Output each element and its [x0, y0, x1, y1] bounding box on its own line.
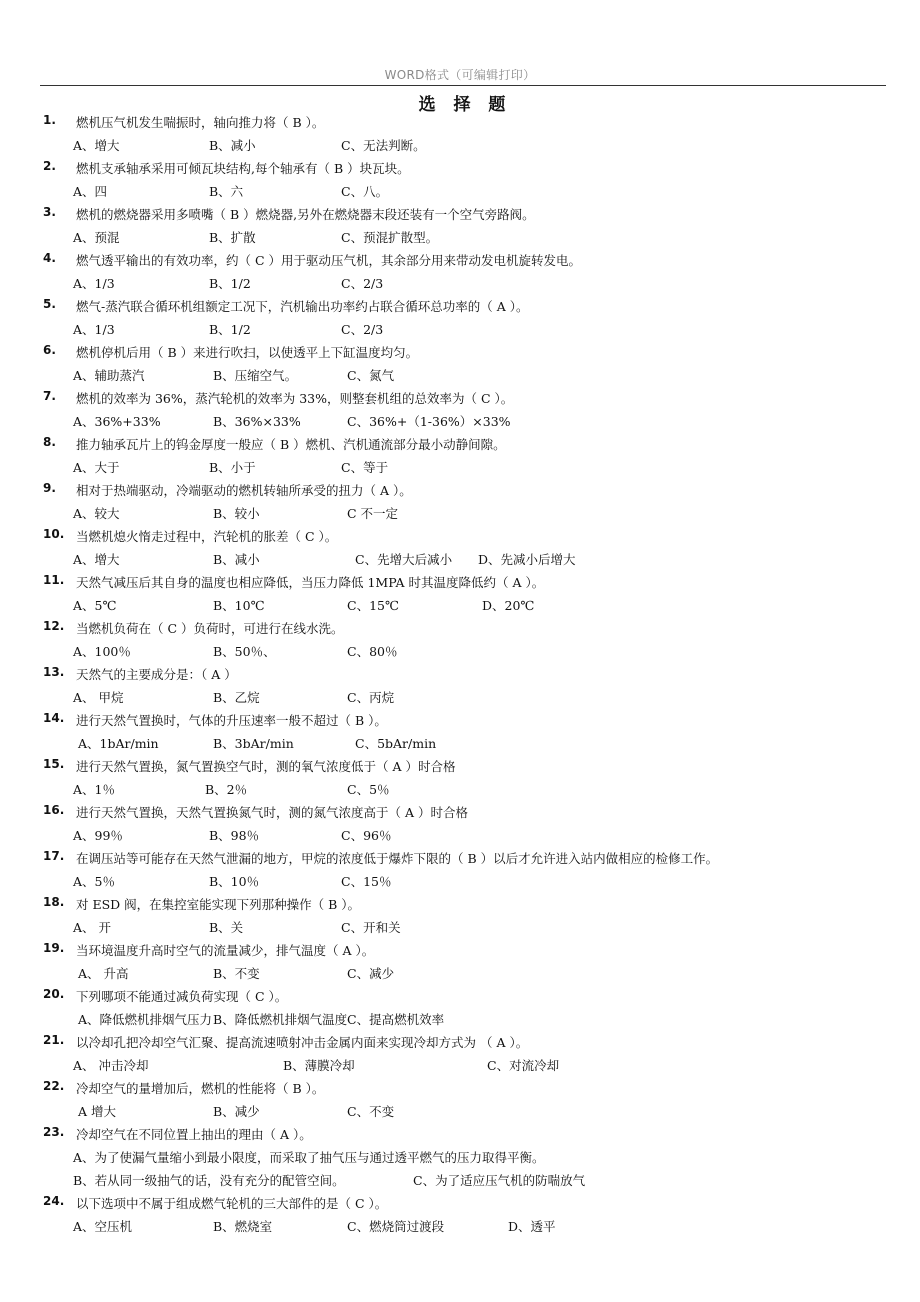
question-text: 冷却空气的量增加后，燃机的性能将（ B ）。: [76, 1081, 325, 1096]
question-stem: [0, 110, 920, 133]
option-row: [0, 961, 920, 984]
question-stem: [0, 708, 920, 731]
option-item: C、燃烧筒过渡段: [347, 1219, 445, 1234]
option-row: [0, 1214, 920, 1237]
option-item: A、99％: [73, 828, 123, 843]
option-item: C、不变: [347, 1104, 395, 1119]
option-item: A、四: [73, 184, 108, 199]
question-item: [0, 294, 920, 340]
question-stem: [0, 432, 920, 455]
question-item: [0, 248, 920, 294]
option-item: B、98％: [209, 828, 260, 843]
question-number: 2.: [43, 159, 56, 173]
option-item: B、扩散: [209, 230, 256, 245]
option-row: [0, 133, 920, 156]
option-item: B、50％、: [213, 644, 276, 659]
question-item: [0, 202, 920, 248]
option-item: B、10℃: [213, 598, 265, 613]
option-item: C 不一定: [347, 506, 399, 521]
question-item: [0, 1191, 920, 1237]
question-number: 4.: [43, 251, 56, 265]
option-item: B、六: [209, 184, 244, 199]
option-item: B、1/2: [209, 322, 251, 337]
option-row: [0, 869, 920, 892]
question-text: 燃机支承轴承采用可倾瓦块结构,每个轴承有（ B ）块瓦块。: [76, 161, 410, 176]
option-row: [0, 317, 920, 340]
question-number: 7.: [43, 389, 56, 403]
option-item: C、80％: [347, 644, 398, 659]
question-text: 当环境温度升高时空气的流量减少，排气温度（ A ）。: [76, 943, 375, 958]
question-number: 24.: [43, 1194, 65, 1208]
question-number: 14.: [43, 711, 65, 725]
question-stem: [0, 892, 920, 915]
question-stem: [0, 478, 920, 501]
question-number: 20.: [43, 987, 65, 1001]
question-stem: [0, 570, 920, 593]
option-item: C、为了适应压气机的防喘放气: [413, 1173, 586, 1188]
option-item: A、 冲击冷却: [73, 1058, 149, 1073]
option-item: A、36%+33%: [73, 414, 161, 429]
question-text: 以下选项中不属于组成燃气轮机的三大部件的是（ C ）。: [76, 1196, 388, 1211]
option-item: A、预混: [73, 230, 120, 245]
option-item: B、减小: [209, 138, 256, 153]
question-item: [0, 1030, 920, 1076]
question-text: 下列哪项不能通过减负荷实现（ C ）。: [76, 989, 288, 1004]
option-item: B、小于: [209, 460, 256, 475]
option-item: C、预混扩散型。: [341, 230, 439, 245]
option-item: A、100％: [73, 644, 131, 659]
option-row: [0, 915, 920, 938]
question-text: 推力轴承瓦片上的钨金厚度一般应（ B ）燃机、汽机通流部分最小动静间隙。: [76, 437, 506, 452]
question-item: [0, 800, 920, 846]
question-text: 冷却空气在不同位置上抽出的理由（ A ）。: [76, 1127, 312, 1142]
question-number: 19.: [43, 941, 65, 955]
question-number: 18.: [43, 895, 65, 909]
question-number: 16.: [43, 803, 65, 817]
question-list: [0, 110, 920, 1237]
option-item: C、无法判断。: [341, 138, 426, 153]
option-row: [0, 409, 920, 432]
option-row: [0, 501, 920, 524]
question-text: 燃机的效率为 36%，蒸汽轮机的效率为 33%，则整套机组的总效率为（ C ）。: [76, 391, 514, 406]
question-number: 8.: [43, 435, 56, 449]
option-row: [0, 1099, 920, 1122]
option-row: [0, 685, 920, 708]
question-stem: [0, 1122, 920, 1145]
option-item: C、15℃: [347, 598, 399, 613]
question-item: [0, 432, 920, 478]
question-stem: [0, 202, 920, 225]
option-row: [0, 271, 920, 294]
question-item: [0, 892, 920, 938]
option-item: C、八。: [341, 184, 389, 199]
question-text: 燃机压气机发生喘振时，轴向推力将（ B ）。: [76, 115, 325, 130]
question-text: 进行天然气置换时，气体的升压速率一般不超过（ B ）。: [76, 713, 387, 728]
option-item: B、薄膜冷却: [283, 1058, 355, 1073]
question-item: [0, 662, 920, 708]
question-text: 进行天然气置换，天然气置换氮气时，测的氮气浓度高于（ A ）时合格: [76, 805, 468, 820]
option-row: [0, 1053, 920, 1076]
option-row: [0, 1007, 920, 1030]
option-row: [0, 363, 920, 386]
question-number: 22.: [43, 1079, 65, 1093]
option-row: [0, 639, 920, 662]
option-item: A、1％: [73, 782, 115, 797]
question-item: [0, 754, 920, 800]
question-stem: [0, 1030, 920, 1053]
option-row: [0, 1145, 920, 1168]
option-item: B、降低燃机排烟气温度: [213, 1012, 348, 1027]
option-item: C、等于: [341, 460, 389, 475]
option-item: B、3bAr/min: [213, 736, 294, 751]
question-item: [0, 570, 920, 616]
option-item: A、大于: [73, 460, 120, 475]
option-item: D、20℃: [482, 598, 535, 613]
question-item: [0, 156, 920, 202]
question-stem: [0, 1191, 920, 1214]
option-item: B、36%×33%: [213, 414, 301, 429]
option-row: [0, 593, 920, 616]
question-number: 15.: [43, 757, 65, 771]
option-item: B、减少: [213, 1104, 260, 1119]
question-number: 21.: [43, 1033, 65, 1047]
question-item: [0, 1122, 920, 1191]
question-number: 9.: [43, 481, 56, 495]
question-text: 天然气减压后其自身的温度也相应降低，当压力降低 1MPA 时其温度降低约（ A ）。: [76, 575, 545, 590]
question-stem: [0, 524, 920, 547]
question-number: 6.: [43, 343, 56, 357]
question-stem: [0, 248, 920, 271]
question-stem: [0, 662, 920, 685]
question-number: 10.: [43, 527, 65, 541]
option-row: [0, 731, 920, 754]
option-item: C、96％: [341, 828, 392, 843]
question-number: 17.: [43, 849, 65, 863]
question-number: 12.: [43, 619, 65, 633]
question-text: 燃气-蒸汽联合循环机组额定工况下，汽机输出功率约占联合循环总功率的（ A ）。: [76, 299, 529, 314]
question-stem: [0, 616, 920, 639]
option-item: A、为了使漏气量缩小到最小限度，而采取了抽气压与通过透平燃气的压力取得平衡。: [73, 1150, 545, 1165]
option-item: C、提高燃机效率: [347, 1012, 445, 1027]
option-row: [0, 547, 920, 570]
option-item: C、5bAr/min: [355, 736, 437, 751]
option-item: A、1/3: [73, 276, 115, 291]
option-item: B、1/2: [209, 276, 251, 291]
question-item: [0, 616, 920, 662]
question-text: 在调压站等可能存在天然气泄漏的地方，甲烷的浓度低于爆炸下限的（ B ）以后才允许进入站内做相应的检修工作。: [76, 851, 719, 866]
option-item: B、较小: [213, 506, 260, 521]
header-divider: [40, 85, 886, 86]
question-number: 23.: [43, 1125, 65, 1139]
question-text: 以冷却孔把冷却空气汇聚、提高流速喷射冲击金属内面来实现冷却方式为 （ A ）。: [76, 1035, 529, 1050]
question-stem: [0, 1076, 920, 1099]
question-stem: [0, 340, 920, 363]
option-item: B、若从同一级抽气的话，没有充分的配管空间。: [73, 1173, 345, 1188]
question-item: [0, 386, 920, 432]
option-item: B、减小: [213, 552, 260, 567]
question-stem: [0, 984, 920, 1007]
option-item: A、降低燃机排烟气压力: [78, 1012, 213, 1027]
question-stem: [0, 294, 920, 317]
option-item: C、对流冷却: [487, 1058, 560, 1073]
question-item: [0, 524, 920, 570]
option-item: C、5％: [347, 782, 390, 797]
question-stem: [0, 846, 920, 869]
page-header-watermark: WORD格式（可编辑打印）: [384, 68, 536, 82]
option-item: B、2％: [205, 782, 248, 797]
question-item: [0, 340, 920, 386]
question-item: [0, 110, 920, 156]
option-item: B、关: [209, 920, 244, 935]
question-text: 燃气透平输出的有效功率，约（ C ）用于驱动压气机，其余部分用来带动发电机旋转发电。: [76, 253, 582, 268]
question-stem: [0, 800, 920, 823]
option-item: D、先减小后增大: [478, 552, 576, 567]
option-item: A、增大: [73, 552, 120, 567]
question-stem: [0, 386, 920, 409]
question-number: 13.: [43, 665, 65, 679]
option-item: A、空压机: [73, 1219, 133, 1234]
question-item: [0, 938, 920, 984]
question-text: 进行天然气置换，氮气置换空气时，测的氧气浓度低于（ A ）时合格: [76, 759, 456, 774]
option-item: A、5％: [73, 874, 115, 889]
option-row: [0, 1168, 920, 1191]
option-row: [0, 823, 920, 846]
option-item: A、增大: [73, 138, 120, 153]
option-item: A、1/3: [73, 322, 115, 337]
option-item: A、 升高: [78, 966, 129, 981]
option-item: C、减少: [347, 966, 395, 981]
question-item: [0, 846, 920, 892]
option-item: B、乙烷: [213, 690, 260, 705]
option-item: A 增大: [78, 1104, 117, 1119]
option-row: [0, 455, 920, 478]
option-item: A、 甲烷: [73, 690, 124, 705]
question-text: 对 ESD 阀，在集控室能实现下列那种操作（ B ）。: [76, 897, 361, 912]
question-text: 当燃机熄火惰走过程中，汽轮机的胀差（ C ）。: [76, 529, 338, 544]
page-title: 选 择 题: [418, 95, 512, 115]
question-text: 燃机的燃烧器采用多喷嘴（ B ）燃烧器,另外在燃烧器末段还装有一个空气旁路阀。: [76, 207, 535, 222]
option-item: A、辅助蒸汽: [73, 368, 145, 383]
question-item: [0, 1076, 920, 1122]
question-number: 5.: [43, 297, 56, 311]
option-item: B、压缩空气。: [213, 368, 298, 383]
question-text: 相对于热端驱动，冷端驱动的燃机转轴所承受的扭力（ A ）。: [76, 483, 412, 498]
question-item: [0, 984, 920, 1030]
option-item: A、 开: [73, 920, 112, 935]
question-item: [0, 478, 920, 524]
question-stem: [0, 938, 920, 961]
option-row: [0, 225, 920, 248]
question-stem: [0, 156, 920, 179]
question-text: 天然气的主要成分是：（ A ）: [76, 667, 237, 682]
option-row: [0, 777, 920, 800]
option-item: A、5℃: [73, 598, 117, 613]
option-item: C、2/3: [341, 276, 384, 291]
question-number: 3.: [43, 205, 56, 219]
option-item: B、不变: [213, 966, 260, 981]
option-item: A、较大: [73, 506, 120, 521]
question-number: 1.: [43, 113, 56, 127]
option-row: [0, 179, 920, 202]
option-item: C、36%+（1-36%）×33%: [347, 414, 511, 429]
option-item: A、1bAr/min: [78, 736, 159, 751]
option-item: C、15％: [341, 874, 392, 889]
option-item: B、燃烧室: [213, 1219, 273, 1234]
question-text: 当燃机负荷在（ C ）负荷时，可进行在线水洗。: [76, 621, 344, 636]
option-item: C、丙烷: [347, 690, 395, 705]
option-item: B、10％: [209, 874, 260, 889]
question-text: 燃机停机后用（ B ）来进行吹扫，以使透平上下缸温度均匀。: [76, 345, 419, 360]
option-item: C、氮气: [347, 368, 395, 383]
question-item: [0, 708, 920, 754]
question-stem: [0, 754, 920, 777]
option-item: C、2/3: [341, 322, 384, 337]
option-item: C、开和关: [341, 920, 401, 935]
option-item: D、透平: [508, 1219, 556, 1234]
option-item: C、先增大后减小: [355, 552, 453, 567]
question-number: 11.: [43, 573, 65, 587]
